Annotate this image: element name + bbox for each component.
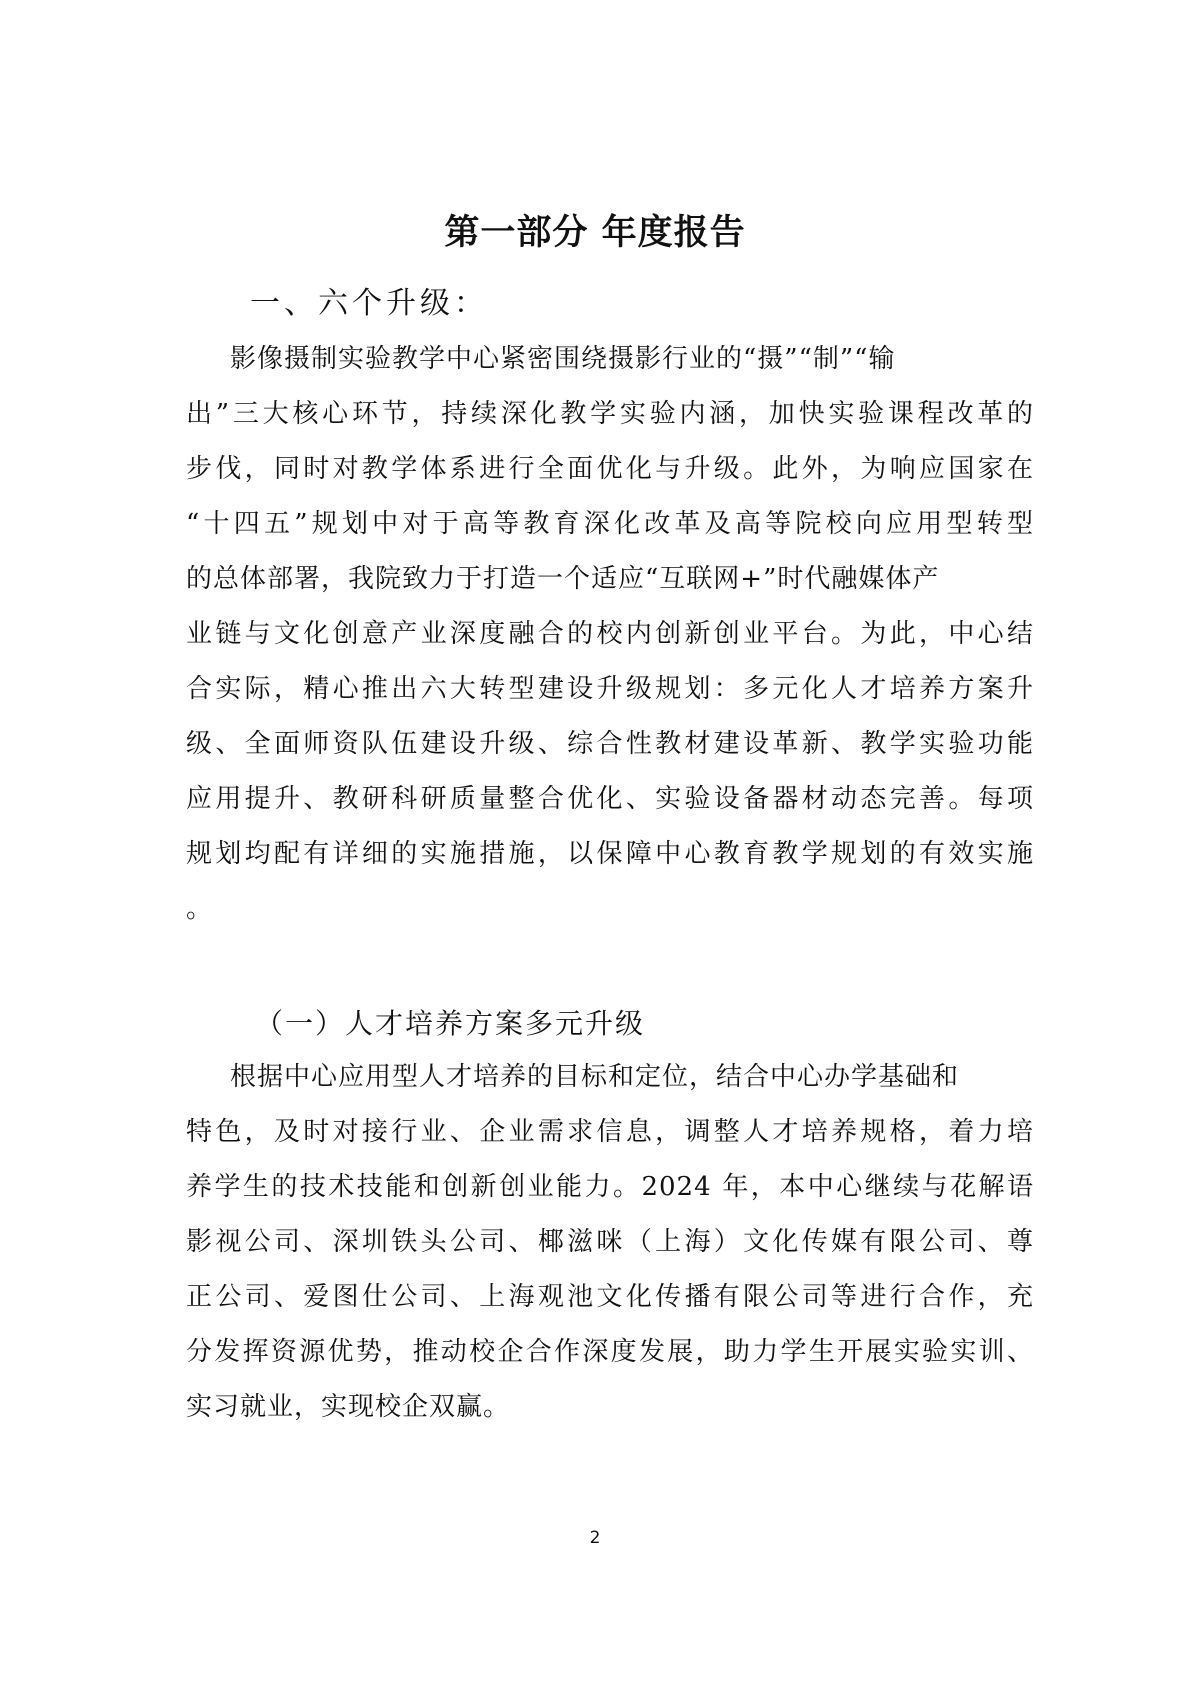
paragraph-line: 影视公司、深圳铁头公司、椰滋咪（上海）文化传媒有限公司、尊 [186, 1227, 1034, 1257]
paragraph-line: 正公司、爱图仕公司、上海观池文化传播有限公司等进行合作，充 [186, 1282, 1034, 1312]
paragraph-line: 影像摄制实验教学中心紧密围绕摄影行业的“摄”“制”“输 [230, 344, 896, 374]
paragraph-line: 。 [186, 894, 214, 924]
paragraph-line: 根据中心应用型人才培养的目标和定位，结合中心办学基础和 [230, 1062, 960, 1092]
paragraph-line: 规划均配有详细的实施措施，以保障中心教育教学规划的有效实施 [186, 839, 1034, 869]
paragraph-line: 级、全面师资队伍建设升级、综合性教材建设革新、教学实验功能 [186, 729, 1034, 759]
paragraph-line: 合实际，精心推出六大转型建设升级规划：多元化人才培养方案升 [186, 674, 1034, 704]
paragraph-line: 步伐，同时对教学体系进行全面优化与升级。此外，为响应国家在 [186, 454, 1034, 484]
paragraph-line: 的总体部署，我院致力于打造一个适应“互联网+”时代融媒体产 [186, 564, 940, 594]
subsection-heading: （一）人才培养方案多元升级 [255, 1007, 646, 1040]
paragraph-line: 出”三大核心环节，持续深化教学实验内涵，加快实验课程改革的 [186, 399, 1034, 429]
paragraph-line: 实习就业，实现校企双赢。 [186, 1392, 511, 1422]
paragraph-line: 应用提升、教研科研质量整合优化、实验设备器材动态完善。每项 [186, 784, 1034, 814]
paragraph-line: 分发挥资源优势，推动校企合作深度发展，助力学生开展实验实训、 [186, 1337, 1034, 1367]
paragraph-line: 业链与文化创意产业深度融合的校内创新创业平台。为此，中心结 [186, 619, 1034, 649]
paragraph-line: 特色，及时对接行业、企业需求信息，调整人才培养规格，着力培 [186, 1117, 1034, 1147]
paragraph-line: “十四五”规划中对于高等教育深化改革及高等院校向应用型转型 [186, 509, 1034, 539]
paragraph-line: 养学生的技术技能和创新创业能力。2024 年，本中心继续与花解语 [186, 1172, 1034, 1202]
page-number: 2 [589, 1528, 601, 1548]
part-title: 第一部分 年度报告 [444, 213, 746, 253]
section-heading: 一、六个升级： [250, 286, 488, 321]
